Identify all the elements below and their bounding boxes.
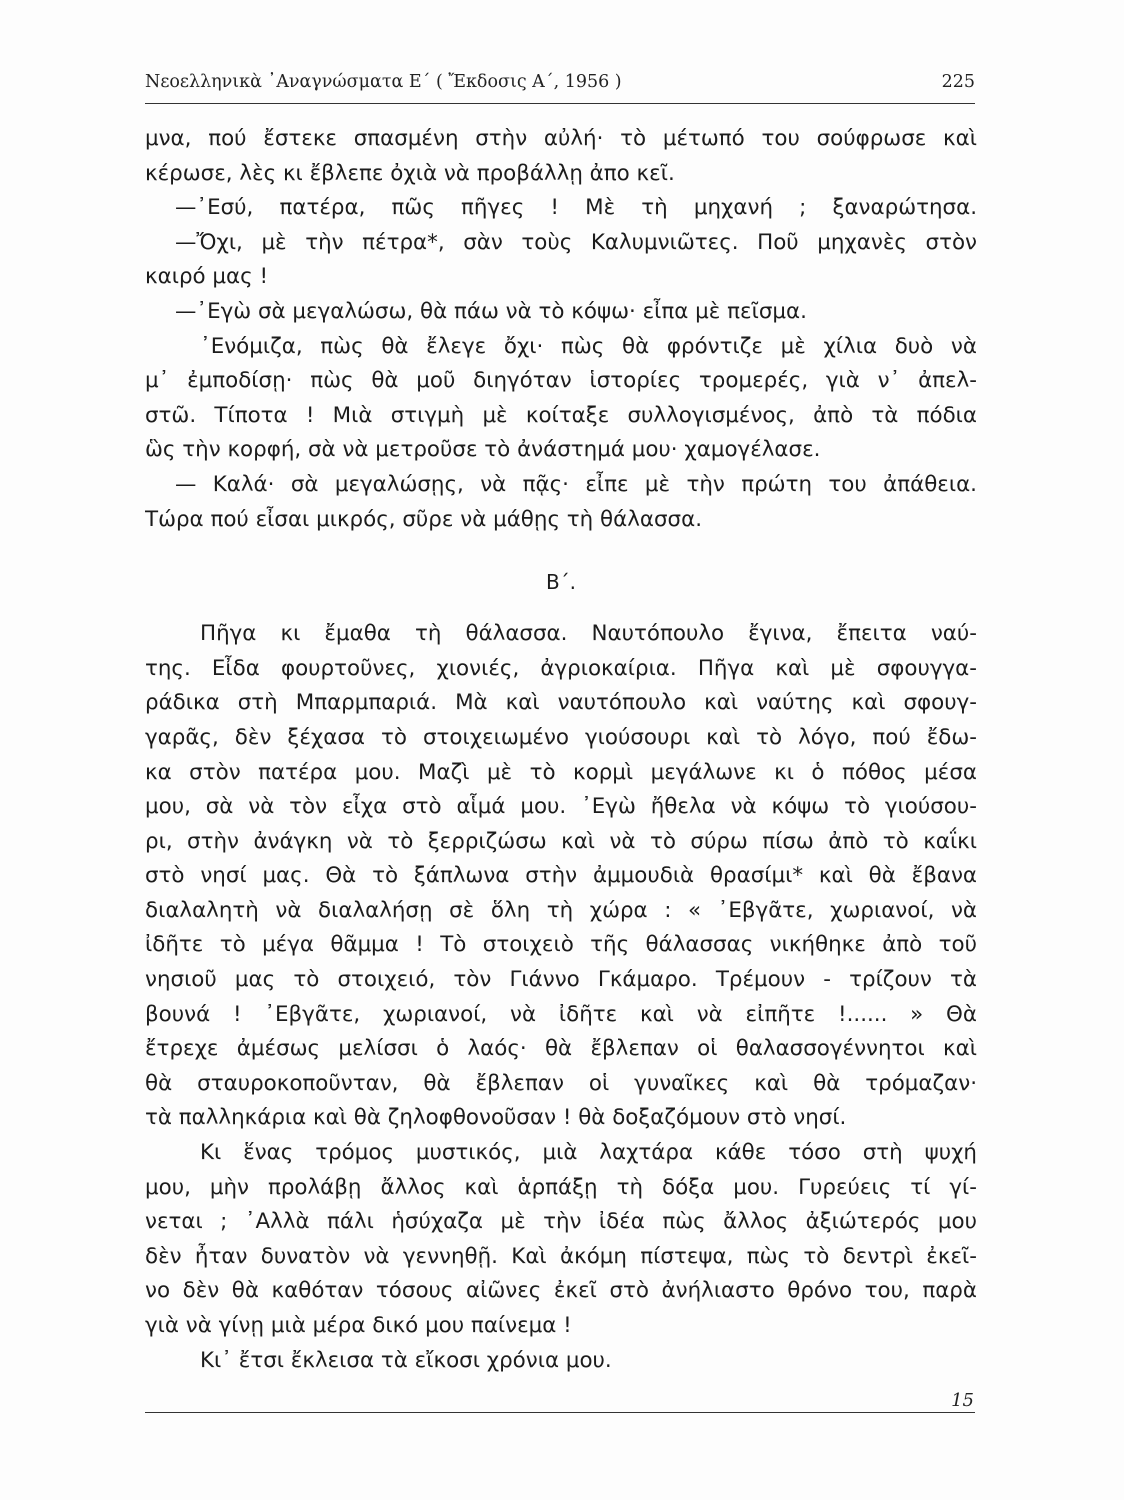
text-line: μνα, πού ἔστεκε σπασμένη στὴν αὐλή· τὸ μέτωπό του σούφρωσε καὶ bbox=[145, 126, 977, 151]
text-line: γαρᾶς, δὲν ξέχασα τὸ στοιχειωμένο γιούσουρι καὶ τὸ λόγο, πού ἔδω- bbox=[145, 724, 977, 750]
text-line: Τώρα πού εἶσαι μικρός, σῦρε νὰ μάθῃς τὴ θάλασσα. bbox=[145, 506, 702, 532]
text-line: βουνά ! ᾽Εβγᾶτε, χωριανοί, νὰ ἰδῆτε καὶ νὰ εἰπῆτε !...... » Θὰ bbox=[145, 1001, 977, 1027]
header-rule bbox=[145, 103, 975, 104]
text-line: Κι᾽ ἔτσι ἔκλεισα τὰ εἴκοσι χρόνια μου. bbox=[200, 1347, 612, 1373]
text-line: νησιοῦ μας τὸ στοιχειό, τὸν Γιάννο Γκάμαρο. Τρέμουν - τρίζουν τὰ bbox=[145, 967, 977, 993]
text-line: κα στὸν πατέρα μου. Μαζὶ μὲ τὸ κορμὶ μεγάλωνε κι ὁ πόθος μέσα bbox=[145, 759, 977, 785]
header-page-number: 225 bbox=[941, 72, 975, 92]
text-line: διαλαλητὴ νὰ διαλαλήσῃ σὲ ὅλη τὴ χώρα : « ᾽Εβγᾶτε, χωριανοί, νὰ bbox=[145, 897, 977, 923]
text-line: —᾽Εσύ, πατέρα, πῶς πῆγες ! Μὲ τὴ μηχανή ; ξαναρώτησα. bbox=[175, 195, 977, 221]
text-line: στὸ νησί μας. Θὰ τὸ ξάπλωνα στὴν ἀμμουδιὰ θρασίμι* καὶ θὰ ἔβανα bbox=[145, 863, 977, 889]
text-line: — Καλά· σὰ μεγαλώσῃς, νὰ πᾷς· εἶπε μὲ τὴν πρώτη του ἀπάθεια. bbox=[175, 471, 977, 497]
running-header bbox=[145, 70, 975, 100]
text-line: μου, σὰ νὰ τὸν εἶχα στὸ αἷμά μου. ᾽Εγὼ ἤθελα νὰ κόψω τὸ γιούσου- bbox=[145, 794, 977, 820]
text-line: Κι ἕνας τρόμος μυστικός, μιὰ λαχτάρα κάθε τόσο στὴ ψυχή bbox=[200, 1140, 977, 1166]
footer-rule bbox=[145, 1412, 975, 1413]
folio-signature: 15 bbox=[951, 1390, 974, 1411]
text-line: καιρό μας ! bbox=[145, 264, 269, 290]
text-line: γιὰ νὰ γίνῃ μιὰ μέρα δικό μου παίνεμα ! bbox=[145, 1313, 572, 1338]
text-line: ρι, στὴν ἀνάγκη νὰ τὸ ξερριζώσω καὶ νὰ τὸ σύρω πίσω ἀπὸ τὸ καΐκι bbox=[145, 828, 977, 854]
text-line: νο δὲν θὰ καθόταν τόσους αἰῶνες ἐκεῖ στὸ ἀνήλιαστο θρόνο του, παρὰ bbox=[145, 1278, 977, 1304]
text-line: ᾽Ενόμιζα, πὼς θὰ ἔλεγε ὄχι· πὼς θὰ φρόντιζε μὲ χίλια δυὸ νὰ bbox=[200, 333, 977, 359]
text-line: ὣς τὴν κορφή, σὰ νὰ μετροῦσε τὸ ἀνάστημά μου· χαμογέλασε. bbox=[145, 437, 821, 463]
text-line: —᾽Εγὼ σὰ μεγαλώσω, θὰ πάω νὰ τὸ κόψω· εἶπα μὲ πεῖσμα. bbox=[175, 298, 807, 324]
text-line: ἔτρεχε ἀμέσως μελίσσι ὁ λαός· θὰ ἔβλεπαν οἱ θαλασσογέννητοι καὶ bbox=[145, 1036, 977, 1062]
text-line: κέρωσε, λὲς κι ἔβλεπε ὀχιὰ νὰ προβάλλῃ ἀπο κεῖ. bbox=[145, 160, 675, 186]
section-mark: Β΄. bbox=[545, 570, 577, 595]
text-line: θὰ σταυροκοποῦνταν, θὰ ἔβλεπαν οἱ γυναῖκες καὶ θὰ τρόμαζαν· bbox=[145, 1070, 977, 1096]
body-text bbox=[145, 122, 977, 1378]
text-line: μου, μὴν προλάβῃ ἄλλος καὶ ἁρπάξῃ τὴ δόξα μου. Γυρεύεις τί γί- bbox=[145, 1174, 977, 1200]
text-line: τὰ παλληκάρια καὶ θὰ ζηλοφθονοῦσαν ! θὰ δοξαζόμουν στὸ νησί. bbox=[145, 1105, 847, 1131]
header-title: Νεοελληνικὰ ᾽Αναγνώσματα Ε΄ ( Ἔκδοσις Α΄, 1956 ) bbox=[145, 72, 622, 92]
text-line: στῶ. Τίποτα ! Μιὰ στιγμὴ μὲ κοίταξε συλλογισμένος, ἀπὸ τὰ πόδια bbox=[145, 402, 977, 428]
text-line: νεται ; ᾽Αλλὰ πάλι ἡσύχαζα μὲ τὴν ἰδέα πὼς ἄλλος ἀξιώτερός μου bbox=[145, 1209, 977, 1235]
text-line: της. Εἶδα φουρτοῦνες, χιονιές, ἀγριοκαίρια. Πῆγα καὶ μὲ σφουγγα- bbox=[145, 655, 977, 681]
text-line: ράδικα στὴ Μπαρμπαριά. Μὰ καὶ ναυτόπουλο καὶ ναύτης καὶ σφουγ- bbox=[145, 690, 977, 716]
text-line: ἰδῆτε τὸ μέγα θᾶμμα ! Τὸ στοιχειὸ τῆς θάλασσας νικήθηκε ἀπὸ τοῦ bbox=[145, 932, 977, 958]
text-line: δὲν ἦταν δυνατὸν νὰ γεννηθῇ. Καὶ ἀκόμη πίστεψα, πὼς τὸ δεντρὶ ἐκεῖ- bbox=[145, 1243, 977, 1269]
text-line: —Ὄχι, μὲ τὴν πέτρα*, σὰν τοὺς Καλυμνιῶτες. Ποῦ μηχανὲς στὸν bbox=[175, 229, 977, 255]
text-line: μ᾽ ἐμποδίσῃ· πὼς θὰ μοῦ διηγόταν ἱστορίες τρομερές, γιὰ ν᾽ ἀπελ- bbox=[145, 368, 977, 394]
text-line: Πῆγα κι ἔμαθα τὴ θάλασσα. Ναυτόπουλο ἔγινα, ἔπειτα ναύ- bbox=[200, 621, 977, 647]
